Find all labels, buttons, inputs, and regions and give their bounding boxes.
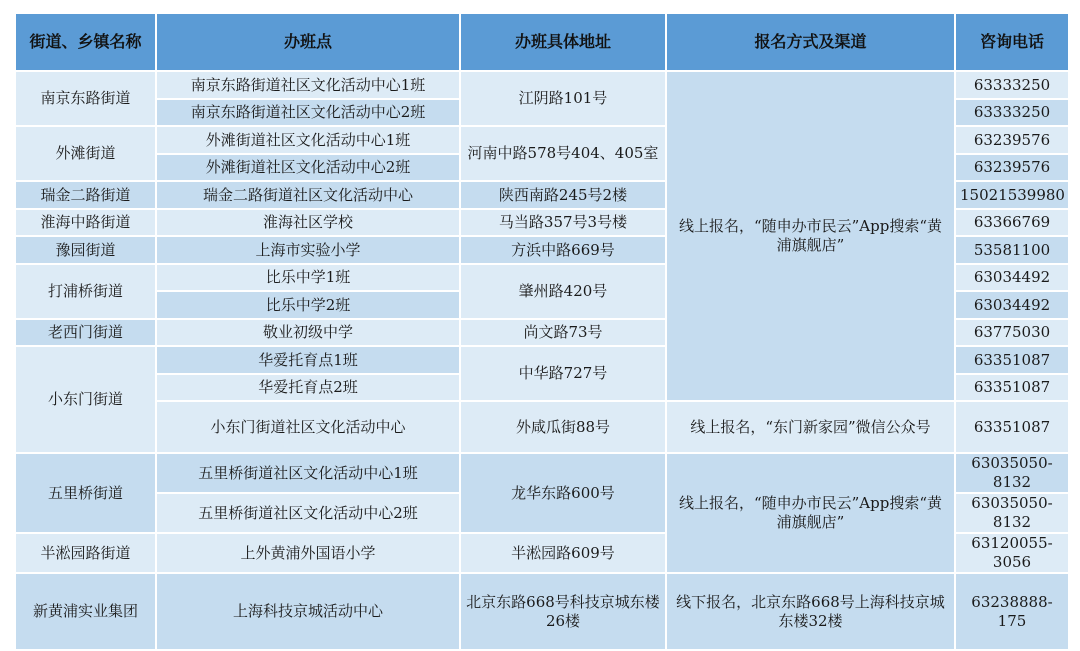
phone-cell: 63239576 [955,154,1069,181]
registration-table [14,12,1070,651]
phone-cell: 63333250 [955,99,1069,126]
address-cell: 尚文路73号 [460,319,666,346]
address-cell: 半淞园路609号 [460,533,666,573]
phone-cell: 63120055-3056 [955,533,1069,573]
phone-cell: 63239576 [955,126,1069,154]
address-cell: 北京东路668号科技京城东楼26楼 [460,573,666,650]
site-cell: 华爱托育点1班 [156,346,460,374]
table-row [15,453,1069,493]
site-cell: 比乐中学2班 [156,291,460,319]
header-address: 办班具体地址 [460,13,666,71]
address-cell: 河南中路578号404、405室 [460,126,666,181]
phone-cell: 63035050-8132 [955,493,1069,533]
header-row [15,13,1069,71]
site-cell: 南京东路街道社区文化活动中心2班 [156,99,460,126]
site-cell: 五里桥街道社区文化活动中心1班 [156,453,460,493]
table-row [15,401,1069,453]
address-cell: 外咸瓜街88号 [460,401,666,453]
phone-cell: 63035050-8132 [955,453,1069,493]
phone-cell: 63034492 [955,291,1069,319]
address-cell: 中华路727号 [460,346,666,401]
address-cell: 马当路357号3号楼 [460,209,666,236]
site-cell: 外滩街道社区文化活动中心2班 [156,154,460,181]
site-cell: 五里桥街道社区文化活动中心2班 [156,493,460,533]
district-cell: 南京东路街道 [15,71,156,126]
phone-cell: 63366769 [955,209,1069,236]
phone-cell: 63351087 [955,346,1069,374]
district-cell: 老西门街道 [15,319,156,346]
site-cell: 瑞金二路街道社区文化活动中心 [156,181,460,209]
district-cell: 淮海中路街道 [15,209,156,236]
header-signup: 报名方式及渠道 [666,13,955,71]
district-cell: 打浦桥街道 [15,264,156,319]
district-cell: 外滩街道 [15,126,156,181]
address-cell: 龙华东路600号 [460,453,666,533]
phone-cell: 63351087 [955,374,1069,401]
header-district: 街道、乡镇名称 [15,13,156,71]
site-cell: 上海科技京城活动中心 [156,573,460,650]
site-cell: 小东门街道社区文化活动中心 [156,401,460,453]
site-cell: 淮海社区学校 [156,209,460,236]
district-cell: 豫园街道 [15,236,156,264]
district-cell: 新黄浦实业集团 [15,573,156,650]
phone-cell: 63775030 [955,319,1069,346]
site-cell: 南京东路街道社区文化活动中心1班 [156,71,460,99]
phone-cell: 15021539980 [955,181,1069,209]
header-phone: 咨询电话 [955,13,1069,71]
signup-cell: 线下报名，北京东路668号上海科技京城东楼32楼 [666,573,955,650]
site-cell: 华爱托育点2班 [156,374,460,401]
site-cell: 上海市实验小学 [156,236,460,264]
phone-cell: 53581100 [955,236,1069,264]
table-row [15,573,1069,650]
site-cell: 上外黄浦外国语小学 [156,533,460,573]
table-row [15,71,1069,99]
address-cell: 肇州路420号 [460,264,666,319]
site-cell: 敬业初级中学 [156,319,460,346]
district-cell: 半淞园路街道 [15,533,156,573]
district-cell: 瑞金二路街道 [15,181,156,209]
phone-cell: 63238888-175 [955,573,1069,650]
phone-cell: 63034492 [955,264,1069,291]
site-cell: 比乐中学1班 [156,264,460,291]
signup-cell: 线上报名，“随申办市民云”App搜索“黄浦旗舰店” [666,71,955,401]
district-cell: 小东门街道 [15,346,156,453]
address-cell: 陕西南路245号2楼 [460,181,666,209]
site-cell: 外滩街道社区文化活动中心1班 [156,126,460,154]
signup-cell: 线上报名，“东门新家园”微信公众号 [666,401,955,453]
signup-cell: 线上报名，“随申办市民云”App搜索“黄浦旗舰店” [666,453,955,573]
district-cell: 五里桥街道 [15,453,156,533]
header-site: 办班点 [156,13,460,71]
address-cell: 江阴路101号 [460,71,666,126]
phone-cell: 63333250 [955,71,1069,99]
phone-cell: 63351087 [955,401,1069,453]
address-cell: 方浜中路669号 [460,236,666,264]
